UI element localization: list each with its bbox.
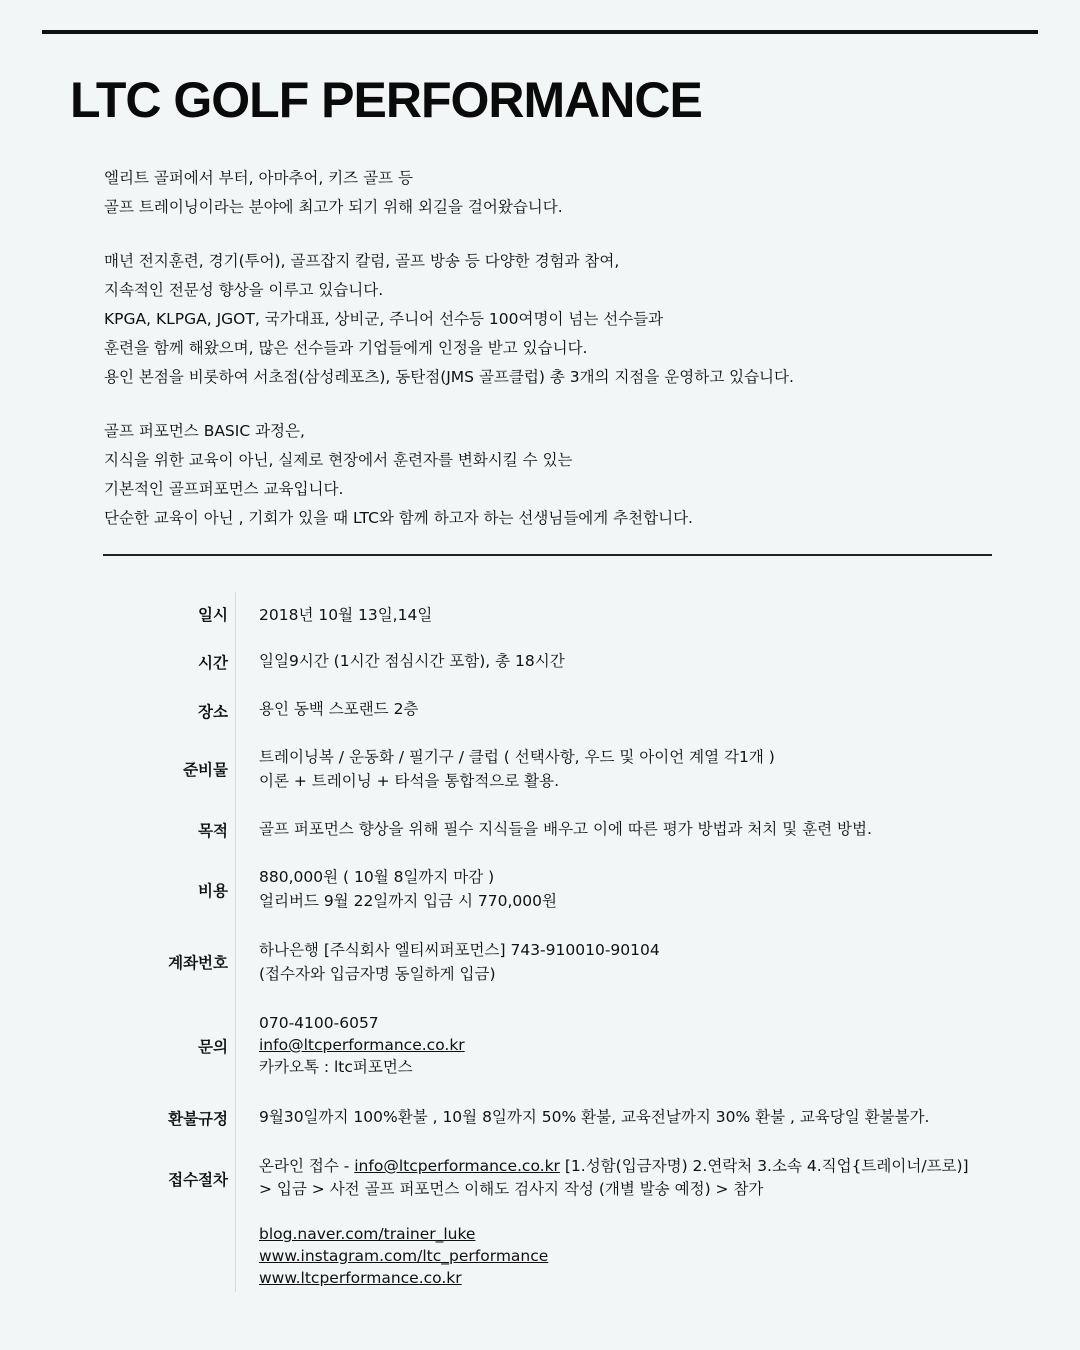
website-link[interactable]: www.ltcperformance.co.kr <box>259 1269 462 1287</box>
intro-line: 훈련을 함께 해왔으며, 많은 선수들과 기업들에게 인정을 받고 있습니다. <box>104 339 588 357</box>
detail-label: 계좌번호 <box>168 954 228 972</box>
contact-phone: 070-4100-6057 <box>259 1014 379 1032</box>
detail-label: 목적 <box>198 822 228 840</box>
detail-value: 9월30일까지 100%환불 , 10월 8일까지 50% 환불, 교육전날까지 30% 환불 , 교육당일 환불불가. <box>259 1108 930 1126</box>
detail-value: 2018년 10월 13일,14일 <box>259 606 433 624</box>
intro-line: 엘리트 골퍼에서 부터, 아마추어, 키즈 골프 등 <box>104 169 413 187</box>
detail-label: 접수절차 <box>168 1171 228 1189</box>
detail-value: (접수자와 입금자명 동일하게 입금) <box>259 965 496 983</box>
contact-kakao: 카카오톡 : ltc퍼포먼스 <box>259 1058 413 1076</box>
apply-steps <box>259 1155 979 1201</box>
apply-steps-text: [1.성함(입금자명) 2.연락처 3.소속 4.직업{트레이너/프로)] > 입금 > 사전 골프 퍼포먼스 이해도 검사지 작성 (개별 발송 예정) > 참가 <box>259 1157 969 1198</box>
detail-label: 일시 <box>198 606 228 624</box>
intro-line: 지속적인 전문성 향상을 이루고 있습니다. <box>104 281 384 299</box>
intro-line: 용인 본점을 비롯하여 서초점(삼성레포츠), 동탄점(JMS 골프클럽) 총 3개의 지점을 운영하고 있습니다. <box>104 368 794 386</box>
intro-line: 골프 트레이닝이라는 분야에 최고가 되기 위해 외길을 걸어왔습니다. <box>104 198 563 216</box>
detail-value: 얼리버드 9월 22일까지 입금 시 770,000원 <box>259 892 557 910</box>
detail-label: 환불규정 <box>168 1110 228 1128</box>
contact-email-link[interactable]: info@ltcperformance.co.kr <box>259 1036 465 1054</box>
section-divider <box>103 554 992 556</box>
intro-line: 단순한 교육이 아닌 , 기회가 있을 때 LTC와 함께 하고자 하는 선생님들에게 추천합니다. <box>104 509 693 527</box>
intro-line: 매년 전지훈련, 경기(투어), 골프잡지 칼럼, 골프 방송 등 다양한 경험과 참여, <box>104 252 620 270</box>
blog-link[interactable]: blog.naver.com/trainer_luke <box>259 1225 476 1243</box>
detail-value: 하나은행 [주식회사 엘티씨퍼포먼스] 743-910010-90104 <box>259 941 660 959</box>
intro-line: KPGA, KLPGA, JGOT, 국가대표, 상비군, 주니어 선수등 100여명이 넘는 선수들과 <box>104 310 664 328</box>
detail-value: 일일9시간 (1시간 점심시간 포함), 총 18시간 <box>259 652 565 670</box>
detail-value: 용인 동백 스포랜드 2층 <box>259 700 419 718</box>
label-column-divider <box>235 592 236 1292</box>
intro-line: 지식을 위한 교육이 아닌, 실제로 현장에서 훈련자를 변화시킬 수 있는 <box>104 451 573 469</box>
instagram-link[interactable]: www.instagram.com/ltc_performance <box>259 1247 549 1265</box>
apply-prefix: 온라인 접수 - <box>259 1157 355 1175</box>
top-divider <box>42 30 1038 34</box>
intro-section <box>104 164 1004 533</box>
detail-value: 트레이닝복 / 운동화 / 필기구 / 클럽 ( 선택사항, 우드 및 아이언 계열 각1개 ) <box>259 748 775 766</box>
detail-value: 골프 퍼포먼스 향상을 위해 필수 지식들을 배우고 이에 따른 평가 방법과 처치 및 훈련 방법. <box>259 820 872 838</box>
page-title: LTC GOLF PERFORMANCE <box>70 72 702 128</box>
apply-email-link[interactable]: info@ltcperformance.co.kr <box>354 1157 560 1175</box>
detail-value: 이론 + 트레이닝 + 타석을 통합적으로 활용. <box>259 772 560 790</box>
detail-value: 880,000원 ( 10월 8일까지 마감 ) <box>259 868 495 886</box>
detail-label: 장소 <box>198 703 228 721</box>
detail-label: 비용 <box>198 882 228 900</box>
intro-line: 골프 퍼포먼스 BASIC 과정은, <box>104 422 305 440</box>
detail-label: 시간 <box>198 654 228 672</box>
detail-label: 준비물 <box>183 761 228 779</box>
intro-line: 기본적인 골프퍼포먼스 교육입니다. <box>104 480 344 498</box>
detail-label: 문의 <box>198 1038 228 1056</box>
